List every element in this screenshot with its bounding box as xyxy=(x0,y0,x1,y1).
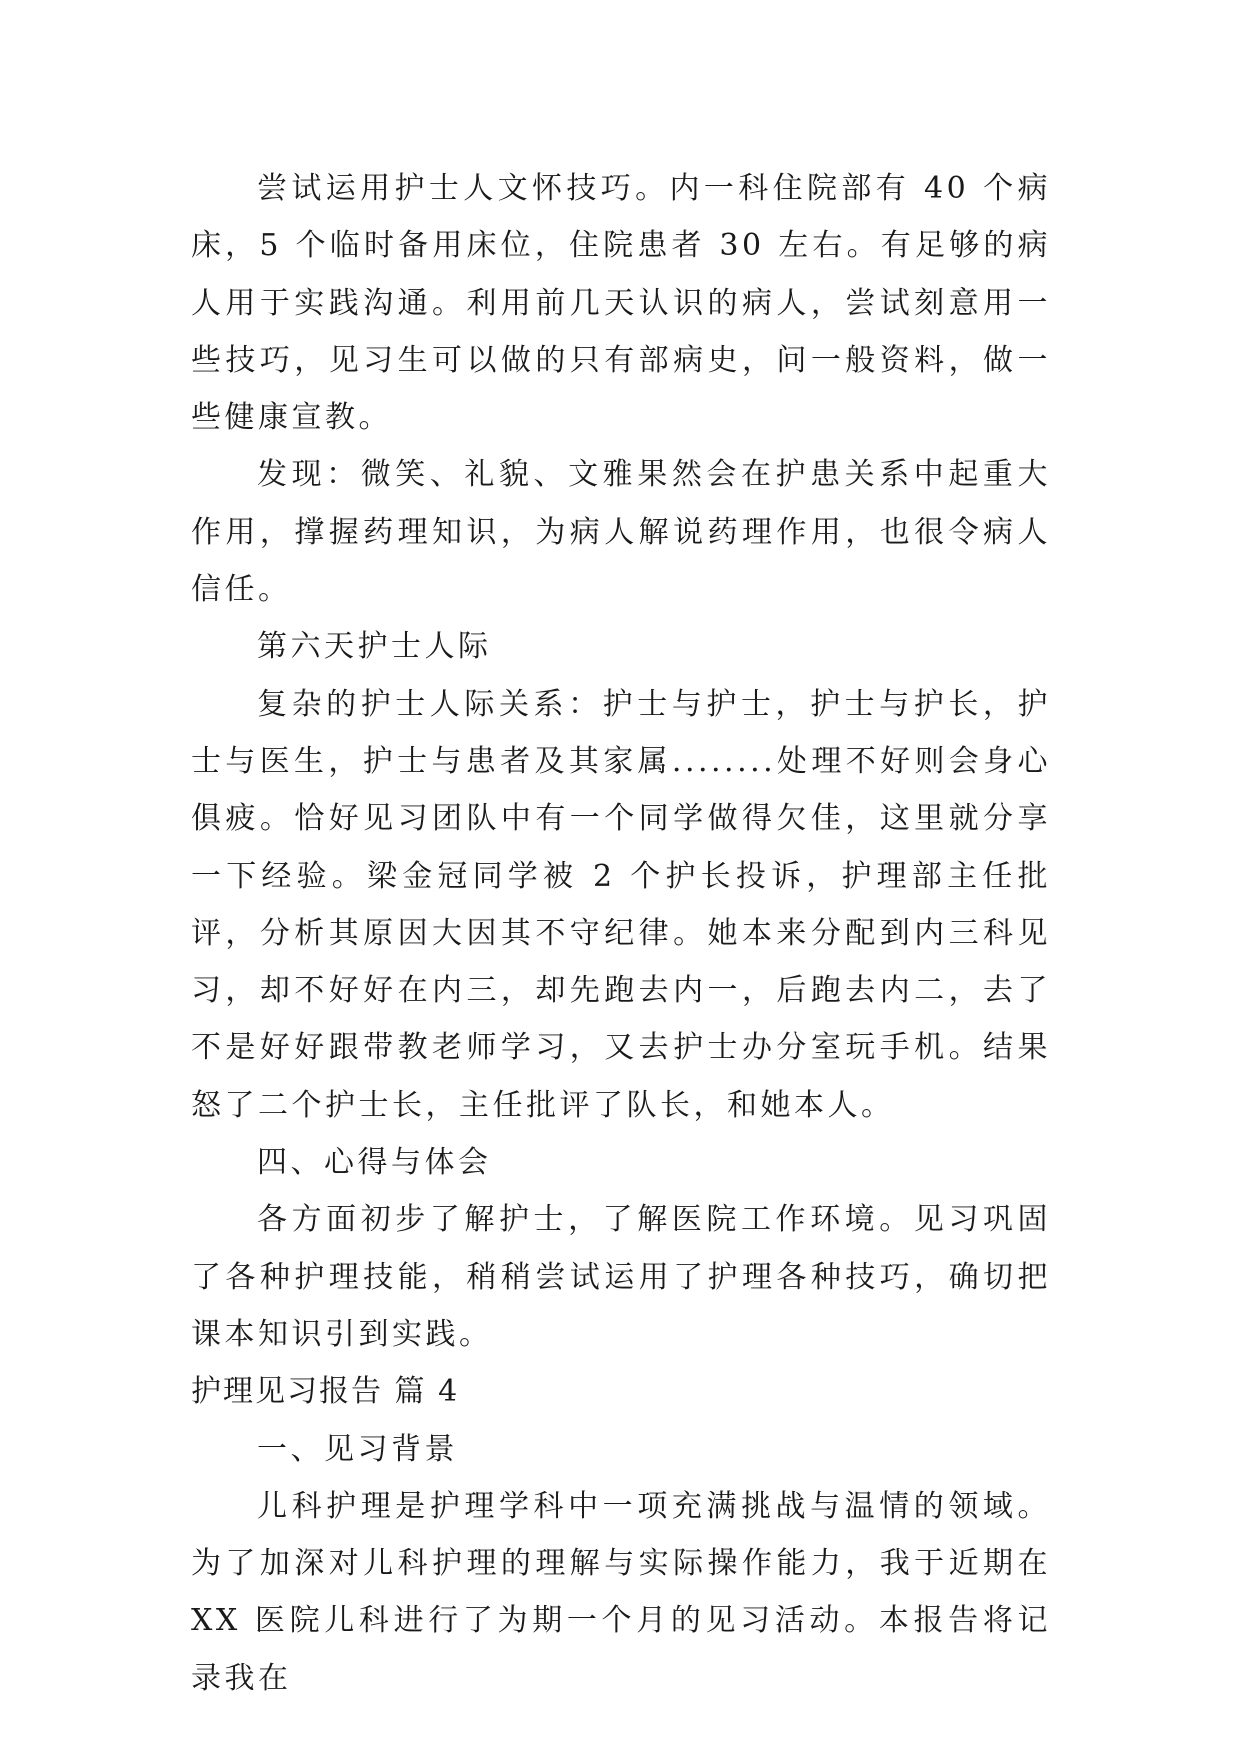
section-heading: 四、心得与体会 xyxy=(257,1145,492,1181)
paragraph: 尝试运用护士人文怀技巧。内一科住院部有 40 个病床，5 个临时备用床位，住院患者 30 左右。有足够的病人用于实践沟通。利用前几天认识的病人，尝试刻意用一些技巧，见习生可以做的只有部病史，问一般资料，做一些健康宣教。 xyxy=(191,171,1051,436)
section-heading: 第六天护士人际 xyxy=(257,629,492,665)
report-title: 护理见习报告 篇 4 xyxy=(191,1374,460,1410)
section-heading: 一、见习背景 xyxy=(257,1431,458,1467)
paragraph: 各方面初步了解护士，了解医院工作环境。见习巩固了各种护理技能，稍稍尝试运用了护理各种技巧，确切把课本知识引到实践。 xyxy=(191,1202,1051,1352)
paragraph: 复杂的护士人际关系：护士与护士，护士与护长，护士与医生，护士与患者及其家属........处理不好则会身心俱疲。恰好见习团队中有一个同学做得欠佳，这里就分享一下经验。梁金冠同学被 2 个护长投诉，护理部主任批评，分析其原因大因其不守纪律。她本来分配到内三科见习，却不好好在内三，却先跑去内一，后跑去内二，去了不是好好跟带教老师学习，又去护士办分室玩手机。结果怒了二个护士长，主任批评了队长，和她本人。 xyxy=(191,686,1051,1123)
paragraph: 儿科护理是护理学科中一项充满挑战与温情的领域。为了加深对儿科护理的理解与实际操作能力，我于近期在 XX 医院儿科进行了为期一个月的见习活动。本报告将记录我在 xyxy=(191,1488,1051,1696)
document-body xyxy=(191,160,1051,1707)
paragraph: 发现：微笑、礼貌、文雅果然会在护患关系中起重大作用，撑握药理知识，为病人解说药理作用，也很令病人信任。 xyxy=(191,457,1051,608)
